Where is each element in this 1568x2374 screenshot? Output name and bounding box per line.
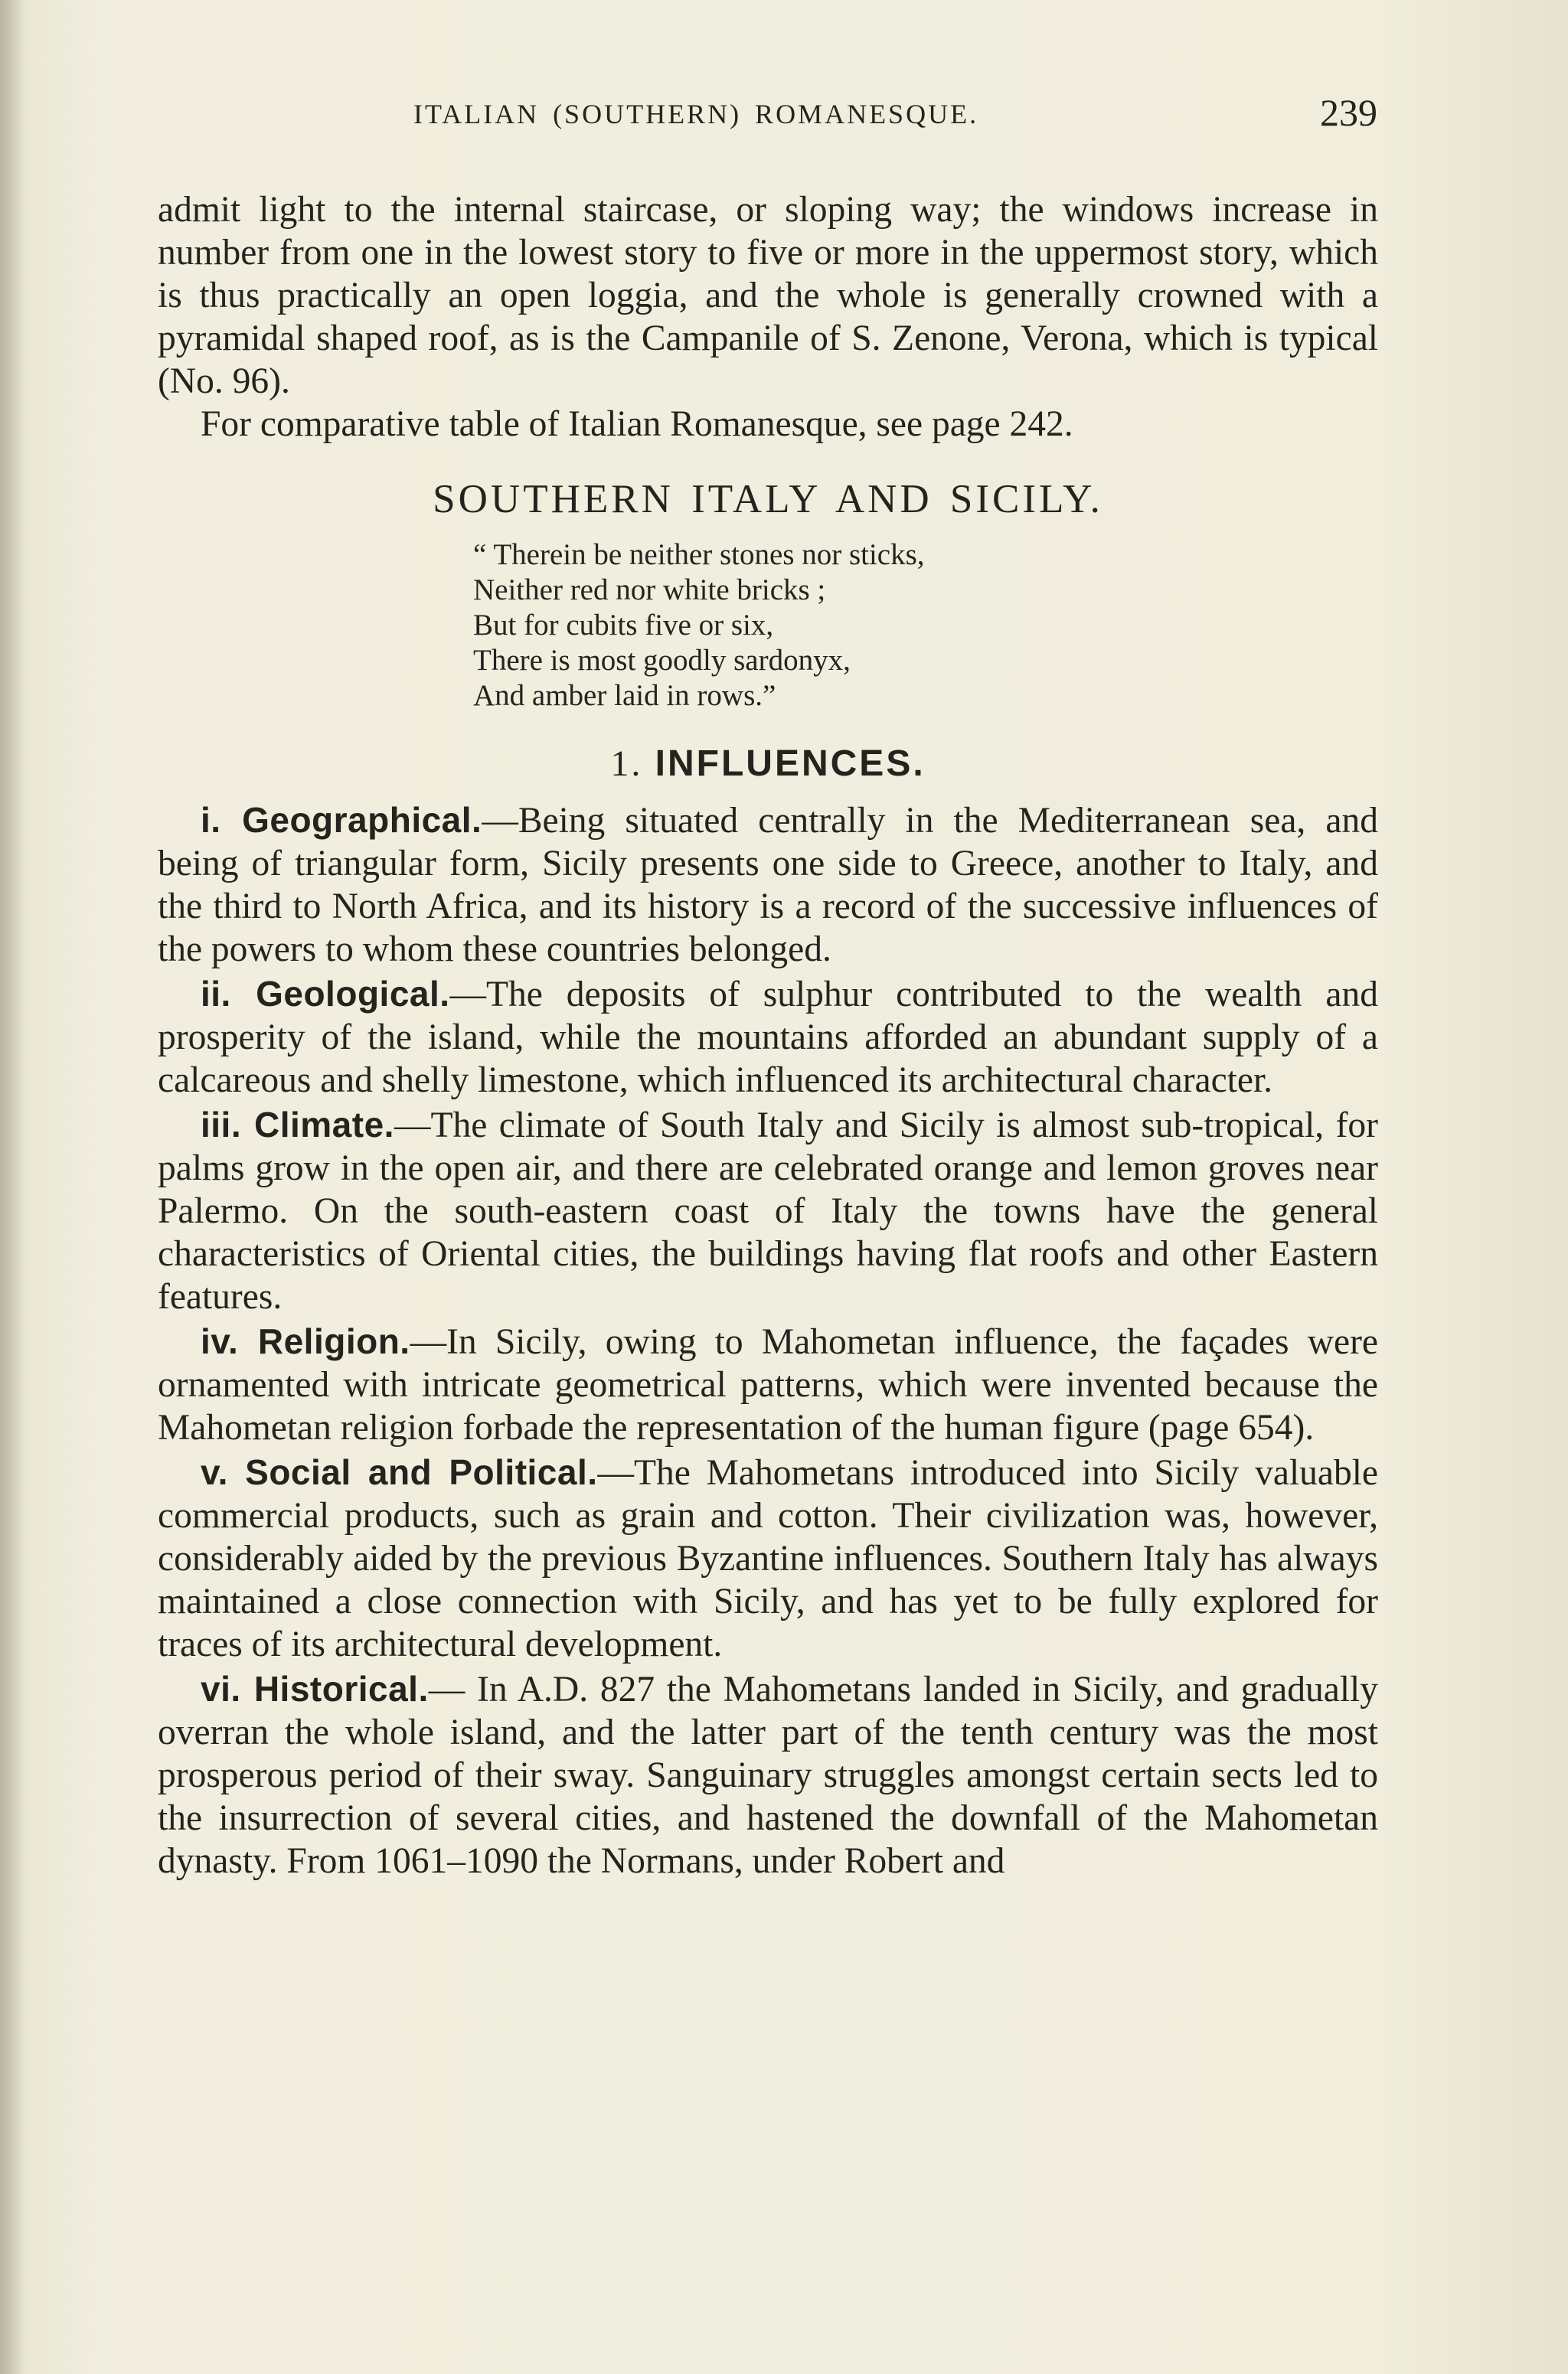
comparative-note: For comparative table of Italian Romanesque, see page 242. — [201, 404, 1073, 444]
page-header — [0, 90, 1568, 152]
influence-label: v. Social and Political. — [201, 1452, 598, 1492]
influence-climate — [158, 1103, 1378, 1318]
epigraph-line: There is most goodly sardonyx, — [473, 644, 851, 677]
subsection-number: 1. — [610, 743, 643, 784]
page-number: 239 — [1320, 91, 1377, 134]
influences-list — [158, 798, 1378, 1883]
influence-label: vi. Historical. — [201, 1669, 429, 1709]
influence-label: iii. Climate. — [201, 1105, 394, 1145]
influence-label: iv. Religion. — [201, 1321, 410, 1361]
binding-shadow — [0, 0, 23, 2374]
influence-text: —Being situated centrally in the Mediterranean sea, and being of triangular form, Sicily presents one side to Greece, another to Italy, and the third to North Africa, and its history is a record of the successive influences of the powers to whom these countries belonged. — [158, 801, 1378, 969]
influence-geographical — [158, 798, 1378, 971]
epigraph-line: But for cubits five or six, — [473, 609, 774, 642]
subsection-title: INFLUENCES. — [655, 743, 926, 784]
epigraph-line: And amber laid in rows.” — [473, 679, 776, 712]
epigraph-line: Neither red nor white bricks ; — [473, 573, 826, 606]
influence-social-political — [158, 1451, 1378, 1666]
influence-geological — [158, 972, 1378, 1102]
influence-religion — [158, 1320, 1378, 1449]
influence-historical — [158, 1667, 1378, 1883]
influence-label: i. Geographical. — [201, 800, 482, 840]
subsection-heading — [158, 743, 1378, 785]
running-head: ITALIAN (SOUTHERN) ROMANESQUE. — [413, 99, 979, 129]
influence-text: —In Sicily, owing to Mahometan influence, the façades were ornamented with intricate geometrical patterns, which were invented because the Mahometan religion forbade the representation of the human figure (page 654). — [158, 1322, 1378, 1448]
epigraph-line: “ Therein be neither stones nor sticks, — [473, 538, 925, 571]
section-title: SOUTHERN ITALY AND SICILY. — [433, 477, 1103, 521]
influence-text: —The deposits of sulphur contributed to the wealth and prosperity of the island, while the mountains afforded an abundant supply of a calcareous and shelly limestone, which influenced its architectural character. — [158, 975, 1378, 1100]
influence-text: —The climate of South Italy and Sicily is almost sub-tropical, for palms grow in the open air, and there are celebrated orange and lemon groves near Palermo. On the south-eastern coast of Italy the towns have the general characteristics of Oriental cities, the buildings having flat roofs and other Eastern features. — [158, 1105, 1378, 1317]
intro-paragraph: admit light to the internal staircase, or sloping way; the windows increase in number from one in the lowest story to five or more in the uppermost story, which is thus practically an open loggia, and the whole is generally crowned with a pyramidal shaped roof, as is the Campanile of S. Zenone, Verona, which is typical (No. 96). — [158, 190, 1378, 401]
influence-label: ii. Geological. — [201, 974, 450, 1014]
epigraph — [473, 537, 1378, 714]
page-body — [158, 188, 1378, 1884]
influence-text: —The Mahometans introduced into Sicily valuable commercial products, such as grain and cotton. Their civilization was, however, considerably aided by the previous Byzantine influences. Southern Italy has always maintained a close connection with Sicily, and has yet to be fully explored for traces of its architectural development. — [158, 1453, 1379, 1664]
influence-text: — In A.D. 827 the Mahometans landed in Sicily, and gradually overran the whole island, and the latter part of the tenth century was the most prosperous period of their sway. Sanguinary struggles amongst certain sects led to the insurrection of several cities, and hastened the downfall of the Mahometan dynasty. From 1061–1090 the Normans, under Robert and — [158, 1670, 1378, 1881]
